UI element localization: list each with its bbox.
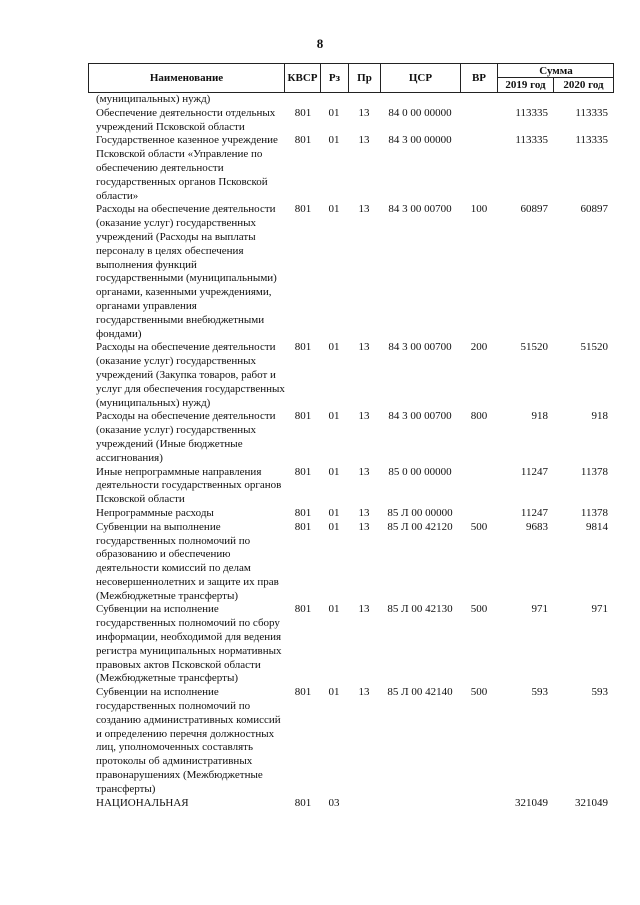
row-name: Иные непрограммные направления деятельности государственных органов Псковской области [96, 465, 282, 506]
row-s2020: 11378 [580, 465, 608, 478]
row-s2020: 971 [591, 603, 608, 616]
row-s2019: 60897 [520, 203, 548, 216]
row-vr: 500 [470, 603, 488, 616]
header-name: Наименование [89, 64, 285, 92]
row-kvsr: 801 [294, 106, 312, 119]
row-s2020: 60897 [580, 203, 608, 216]
table-row [0, 466, 640, 507]
table-row [0, 521, 640, 604]
table-row [0, 93, 640, 107]
row-name: Обеспечение деятельности отдельных учреждений Псковской области [96, 106, 276, 133]
row-pr: 13 [358, 603, 370, 616]
header-pr: Пр [349, 64, 381, 92]
row-pr: 13 [358, 506, 370, 519]
row-name: (муниципальных) нужд) [96, 93, 211, 105]
row-name: Субвенции на исполнение государственных полномочий по созданию административных комиссий и определению перечня должностных лиц, уполномоченных составлять протоколы об административных правонарушениях (Межбюджетные трансферты) [96, 686, 281, 795]
row-s2020: 918 [591, 410, 608, 423]
row-kvsr: 801 [294, 506, 312, 519]
row-name: Субвенции на выполнение государственных полномочий по образованию и обеспечению деятельности комиссий по делам несовершеннолетних и защите их прав (Межбюджетные трансферты) [96, 520, 279, 602]
header-2020: 2020 год [563, 79, 604, 91]
header-sum: Сумма [498, 64, 614, 78]
row-name: Непрограммные расходы [96, 506, 214, 519]
row-name: Государственное казенное учреждение Псковской области «Управление по обеспечению деятельности государственных органов Псковской области» [96, 134, 278, 202]
row-s2019: 11247 [520, 506, 548, 519]
row-rz: 01 [328, 203, 340, 216]
table-row [0, 507, 640, 521]
row-pr: 13 [358, 106, 370, 119]
row-vr: 100 [470, 203, 488, 216]
table-row [0, 603, 640, 686]
row-rz: 01 [328, 465, 340, 478]
row-csr: 84 3 00 00700 [388, 341, 452, 354]
row-rz: 01 [328, 506, 340, 519]
row-pr: 13 [358, 341, 370, 354]
table-row [0, 203, 640, 341]
row-s2019: 593 [531, 686, 548, 699]
table-row [0, 341, 640, 410]
header-2019: 2019 год [498, 78, 554, 92]
row-csr: 85 Л 00 42130 [387, 603, 453, 616]
row-csr: 85 Л 00 42120 [387, 520, 453, 533]
row-csr: 84 0 00 00000 [388, 106, 452, 119]
row-kvsr: 801 [294, 203, 312, 216]
row-rz: 01 [328, 603, 340, 616]
row-s2020: 9814 [586, 520, 608, 533]
page-number: 8 [316, 36, 324, 51]
row-rz: 03 [328, 796, 340, 809]
row-kvsr: 801 [294, 796, 312, 809]
row-vr: 500 [470, 686, 488, 699]
row-csr: 84 3 00 00000 [388, 134, 452, 147]
row-vr: 800 [470, 410, 488, 423]
row-kvsr: 801 [294, 465, 312, 478]
row-csr: 85 Л 00 00000 [387, 506, 453, 519]
row-name: Расходы на обеспечение деятельности (оказание услуг) государственных учреждений (Расходы на выплаты персоналу в целях обеспечения выполнения функций государственными (муниципальными) органами, казенными учреждениями, органами управления государственными внебюджетными фондами) [96, 203, 277, 340]
row-s2020: 321049 [575, 796, 608, 809]
header-rz: Рз [321, 64, 349, 92]
row-rz: 01 [328, 686, 340, 699]
row-s2020: 11378 [580, 506, 608, 519]
row-csr: 85 0 00 00000 [388, 465, 452, 478]
row-s2019: 51520 [520, 341, 548, 354]
row-kvsr: 801 [294, 686, 312, 699]
row-s2020: 593 [591, 686, 608, 699]
row-s2019: 321049 [515, 796, 548, 809]
row-name: НАЦИОНАЛЬНАЯ [96, 796, 189, 809]
row-rz: 01 [328, 134, 340, 147]
row-kvsr: 801 [294, 134, 312, 147]
row-csr: 84 3 00 00700 [388, 203, 452, 216]
row-rz: 01 [328, 341, 340, 354]
row-s2020: 113335 [575, 134, 608, 147]
row-rz: 01 [328, 410, 340, 423]
row-s2019: 918 [531, 410, 548, 423]
row-pr: 13 [358, 686, 370, 699]
row-name: Расходы на обеспечение деятельности (оказание услуг) государственных учреждений (Иные бюджетные ассигнования) [96, 410, 276, 464]
row-kvsr: 801 [294, 603, 312, 616]
row-pr: 13 [358, 410, 370, 423]
row-name: Субвенции на исполнение государственных полномочий по сбору информации, необходимой для ведения регистра муниципальных нормативных правовых актов Псковской области (Межбюджетные трансферты) [96, 603, 282, 685]
table-row [0, 686, 640, 796]
table-row [0, 797, 640, 811]
row-s2019: 113335 [515, 134, 548, 147]
table-row [0, 107, 640, 135]
table-row [0, 410, 640, 465]
table-header [88, 63, 614, 93]
row-vr: 500 [470, 520, 488, 533]
row-csr: 84 3 00 00700 [388, 410, 452, 423]
row-pr: 13 [358, 134, 370, 147]
row-s2019: 9683 [526, 520, 548, 533]
row-kvsr: 801 [294, 341, 312, 354]
row-s2020: 113335 [575, 106, 608, 119]
row-rz: 01 [328, 106, 340, 119]
row-kvsr: 801 [294, 520, 312, 533]
row-name: Расходы на обеспечение деятельности (оказание услуг) государственных учреждений (Закупка товаров, работ и услуг для обеспечения государственных (муниципальных) нужд) [96, 341, 285, 409]
table-body [0, 93, 640, 810]
row-vr: 200 [470, 341, 488, 354]
row-s2019: 971 [531, 603, 548, 616]
table-row [0, 134, 640, 203]
header-kvsr: КВСР [285, 64, 321, 92]
header-csr: ЦСР [381, 64, 461, 92]
row-pr: 13 [358, 520, 370, 533]
row-pr: 13 [358, 203, 370, 216]
header-vr: ВР [461, 64, 498, 92]
row-s2019: 11247 [520, 465, 548, 478]
row-pr: 13 [358, 465, 370, 478]
row-kvsr: 801 [294, 410, 312, 423]
row-csr: 85 Л 00 42140 [387, 686, 453, 699]
row-s2019: 113335 [515, 106, 548, 119]
row-rz: 01 [328, 520, 340, 533]
row-s2020: 51520 [580, 341, 608, 354]
